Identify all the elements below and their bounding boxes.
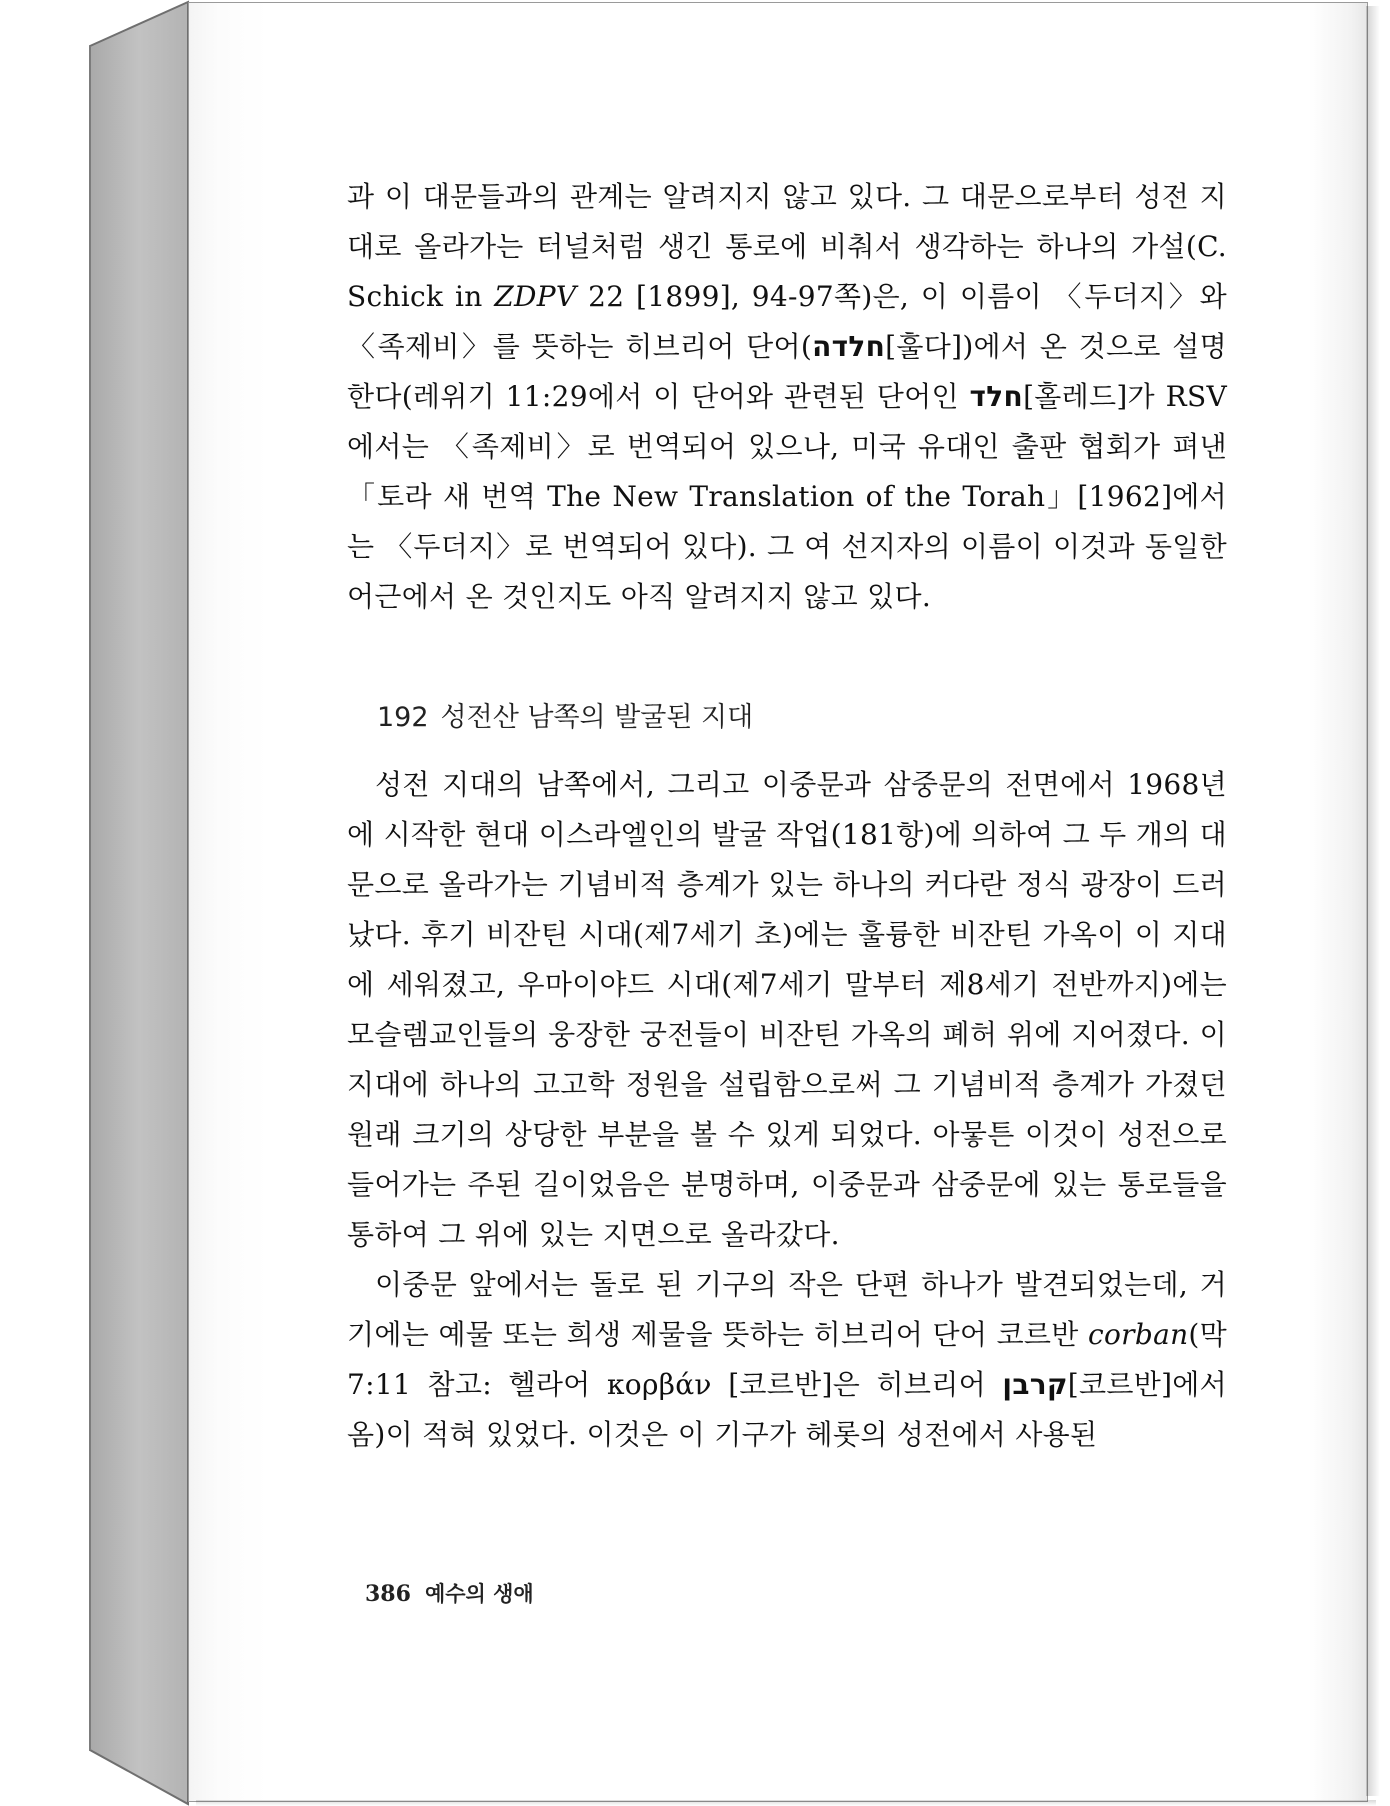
para2-text-3: [코르반]에서 옴)이 적혀 있었다. 이것은 이 기구가 헤롯의 성전에서 사용된	[347, 1368, 1227, 1451]
section-heading	[377, 698, 1227, 738]
journal-abbrev: ZDPV	[494, 280, 577, 313]
intro-text-2: 22 [1899], 94-97쪽)은, 이 이름이 〈두더지〉와 〈족제비〉를 뜻하는 히브리어 단어(	[347, 280, 1227, 363]
page-number: 386	[365, 1581, 411, 1607]
intro-text-1: 과 이 대문들과의 관계는 알려지지 않고 있다. 그 대문으로부터 성전 지대로 올라가는 터널처럼 생긴 통로에 비춰서 생각하는 하나의 가설(C. Schick in	[347, 180, 1227, 313]
section-paragraph-2	[347, 1260, 1227, 1460]
page-shadow-bottom	[196, 1800, 1376, 1806]
section-number: 192	[377, 702, 429, 733]
page-footer	[365, 1578, 534, 1608]
running-title: 예수의 생애	[424, 1582, 534, 1606]
para2-text-1: 이중문 앞에서는 돌로 된 기구의 작은 단편 하나가 발견되었는데, 거기에는 예물 또는 희생 제물을 뜻하는 히브리어 단어 코르반	[347, 1268, 1227, 1351]
intro-text-4: [홀레드]가 RSV에서는 〈족제비〉로 번역되어 있으나, 미국 유대인 출판 협회가 펴낸 「토라 새 번역 The New Translation of the Torah」[1962]에서는 〈두더지〉로 번역되어 있다). 그 여 선지자의 이름이 이것과 동일한 어근에서 온 것인지도 아직 알려지지 않고 있다.	[347, 380, 1227, 613]
hebrew-word-hulda: חלדה	[812, 330, 886, 363]
intro-paragraph	[347, 172, 1227, 622]
intro-text-3: [훌다])에서 온 것으로 설명한다(레위기 11:29에서 이 단어와 관련된 단어인	[347, 330, 1227, 413]
book-spine	[0, 0, 200, 1806]
para2-text-2: (막 7:11 참고: 헬라어 κορβάν [코르반]은 히브리어	[347, 1318, 1227, 1401]
corban-italic: corban	[1088, 1318, 1189, 1351]
page-shadow-right	[1366, 6, 1380, 1796]
section-title: 성전산 남쪽의 발굴된 지대	[440, 702, 754, 733]
page-content	[347, 172, 1227, 1460]
hebrew-word-korban: קרבן	[1002, 1368, 1068, 1401]
hebrew-word-holed: חלד	[969, 380, 1024, 413]
section-paragraph-1: 성전 지대의 남쪽에서, 그리고 이중문과 삼중문의 전면에서 1968년에 시작한 현대 이스라엘인의 발굴 작업(181항)에 의하여 그 두 개의 대문으로 올라가는 기념비적 층계가 있는 하나의 커다란 정식 광장이 드러났다. 후기 비잔틴 시대(제7세기 초)에는 훌륭한 비잔틴 가옥이 이 지대에 세워졌고, 우마이야드 시대(제7세기 말부터 제8세기 전반까지)에는 모슬렘교인들의 웅장한 궁전들이 비잔틴 가옥의 폐허 위에 지어졌다. 이 지대에 하나의 고고학 정원을 설립함으로써 그 기념비적 층계가 가졌던 원래 크기의 상당한 부분을 볼 수 있게 되었다. 아뭏튼 이것이 성전으로 들어가는 주된 길이었음은 분명하며, 이중문과 삼중문에 있는 통로들을 통하여 그 위에 있는 지면으로 올라갔다.	[347, 768, 1227, 1251]
